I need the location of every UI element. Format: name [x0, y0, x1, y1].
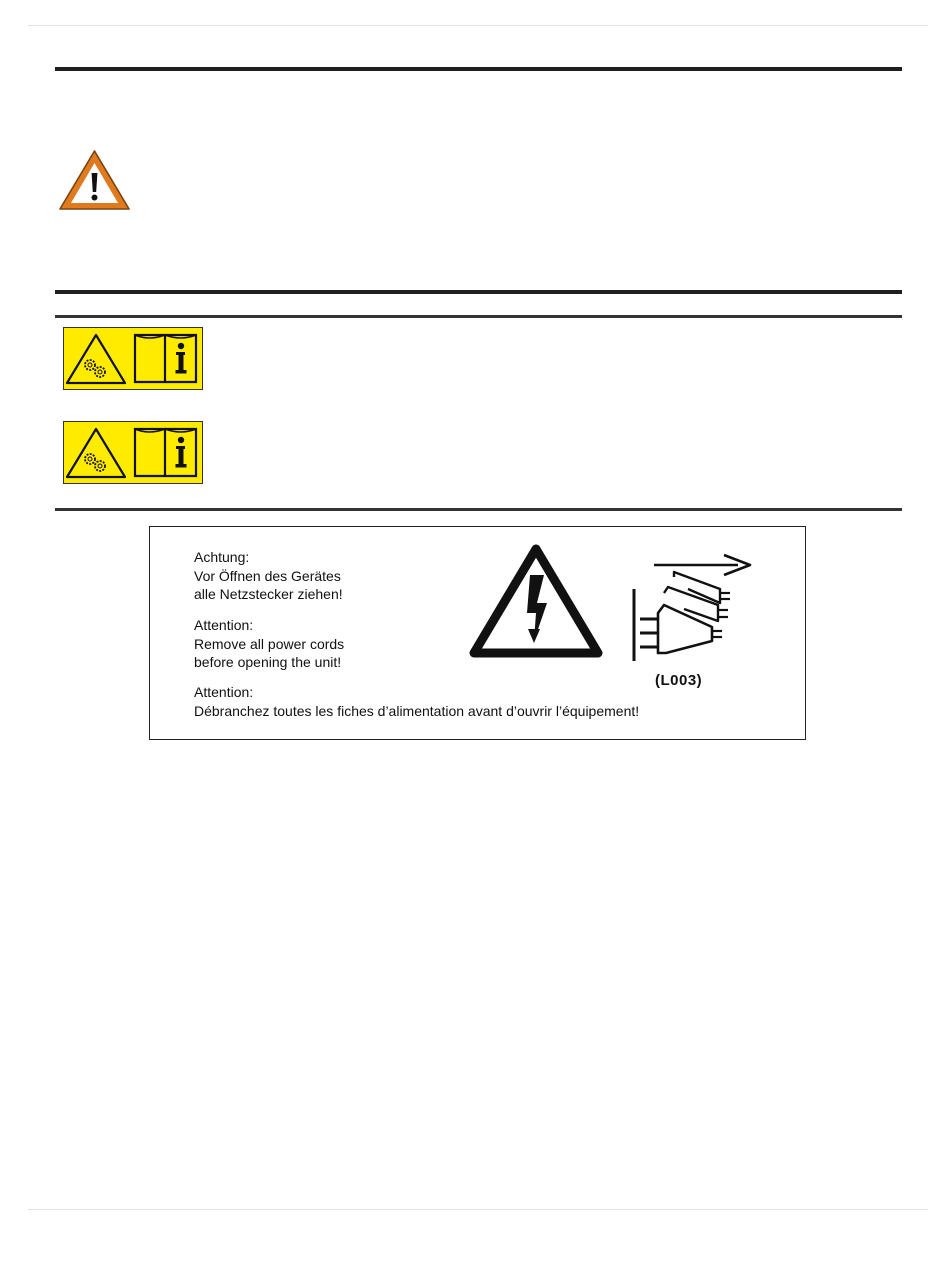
warning-line: Remove all power cords	[194, 635, 345, 652]
warning-line: Débranchez toutes les fiches d’alimentation avant d’ouvrir l’équipement!	[194, 702, 640, 719]
section-rule-middle	[55, 290, 902, 294]
label-code: (L003)	[655, 672, 703, 689]
power-cord-warning-label	[149, 526, 806, 740]
warning-line: alle Netzstecker ziehen!	[194, 586, 343, 602]
section-rule-thin-2	[55, 508, 902, 511]
warning-line: Attention:	[194, 617, 254, 633]
unplug-power-cords-icon	[628, 549, 758, 661]
caution-triangle-icon	[57, 148, 132, 212]
electric-shock-icon	[468, 543, 604, 659]
section-rule-thin-1	[55, 315, 902, 318]
section-rule-top	[55, 67, 902, 71]
warning-line: before opening the unit!	[194, 654, 342, 670]
warning-text-german	[194, 548, 343, 604]
moving-parts-hazard-label	[63, 327, 203, 390]
warning-line: Attention:	[194, 684, 254, 700]
warning-line: Achtung:	[194, 549, 250, 565]
warning-text-french	[194, 683, 639, 720]
page-top-border	[28, 25, 928, 26]
page-bottom-border	[28, 1209, 928, 1210]
warning-line: Vor Öffnen des Gerätes	[194, 567, 341, 584]
warning-text-english	[194, 616, 344, 672]
moving-parts-hazard-label-2	[63, 421, 203, 484]
